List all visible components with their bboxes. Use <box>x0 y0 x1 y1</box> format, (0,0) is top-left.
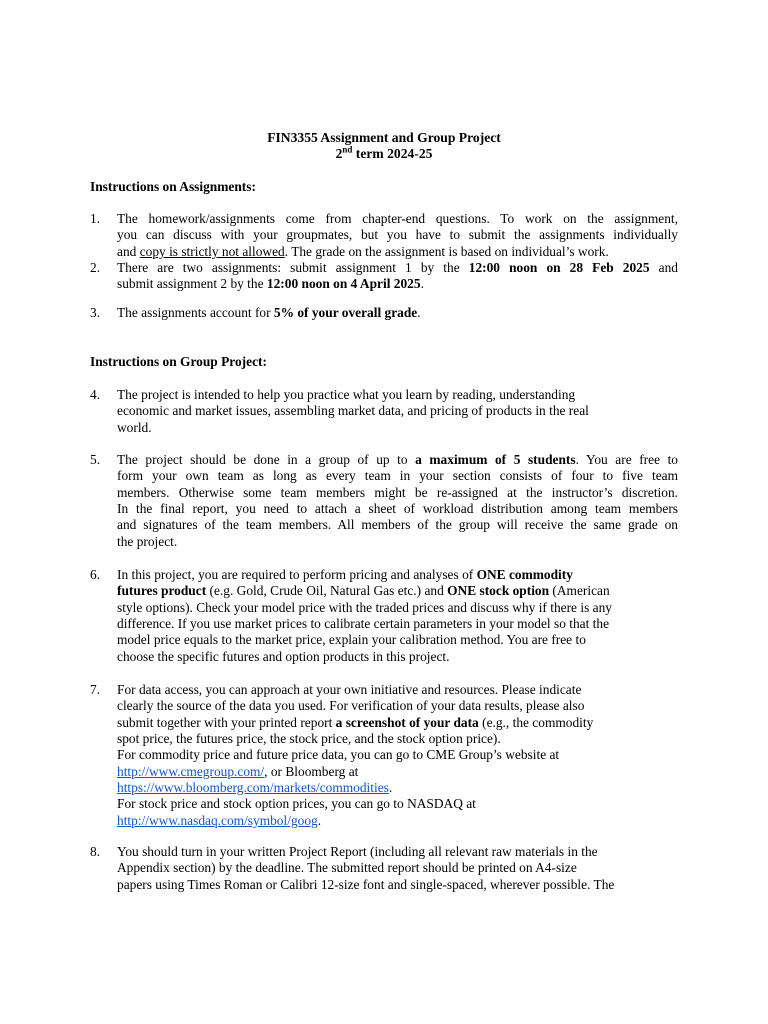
term-line: 2nd term 2024-25 <box>335 144 433 161</box>
cmegroup-link[interactable]: http://www.cmegroup.com/ <box>117 763 265 779</box>
list-item: 6. In this project, you are required to perform pricing and analyses of ONE commodity futures product (e.g. Gold, Crude Oil, Natural Gas etc.) and ONE stock option (American style options). Check your model price with the traded prices and discuss why if there is any difference. If you use market prices to calibrate certain parameters in your model so that the model price equals to the market price, explain your calibration method. You are free to choose the specific futures and option products in this project. <box>90 567 612 664</box>
nasdaq-link[interactable]: http://www.nasdaq.com/symbol/goog <box>117 812 318 828</box>
list-item: 8. You should turn in your written Project Report (including all relevant raw materials in the Appendix section) by the deadline. The submitted report should be printed on A4-size papers using Times Roman or Calibri 12-size font and single-spaced, wherever possible. The <box>90 844 615 892</box>
list-item: 2. There are two assignments: submit assignment 1 by the 12:00 noon on 28 Feb 2025 and submit assignment 2 by the 12:00 noon on 4 April 2025. <box>90 260 678 292</box>
list-item: 5. The project should be done in a group of up to a maximum of 5 students. You are free to form your own team as long as every team in your section consists of four to five team members. Otherwise some team members might be re-assigned at the instructor’s discretion. In the final report, you need to attach a sheet of workload distribution among team members and signatures of the team members. All members of the group will receive the same grade on the project. <box>90 452 678 549</box>
assignments-heading: Instructions on Assignments: <box>90 179 256 194</box>
title-line: FIN3355 Assignment and Group Project <box>267 130 501 145</box>
bloomberg-link[interactable]: https://www.bloomberg.com/markets/commodities <box>117 780 389 796</box>
document-title <box>0 130 768 162</box>
list-item: 1. The homework/assignments come from chapter-end questions. To work on the assignment, you can discuss with your groupmates, but you have to submit the assignments individually and copy is strictly not allowed. The grade on the assignment is based on individual’s work. <box>90 211 678 259</box>
list-item: 7. For data access, you can approach at your own initiative and resources. Please indicate clearly the source of the data you used. For verification of your data results, please also submit together with your printed report a screenshot of your data (e.g., the commodity spot price, the futures price, the stock price, and the stock option price). For commodity price and future price data, you can go to CME Group’s website at http://www.cmegroup.com/, or Bloomberg at https://www.bloomberg.com/markets/commodities. For stock price and stock option prices, you can go to NASDAQ at http://www.nasdaq.com/symbol/goog. <box>90 682 594 828</box>
list-item: 4. The project is intended to help you practice what you learn by reading, understanding economic and market issues, assembling market data, and pricing of products in the real world. <box>90 387 589 435</box>
list-item: 3. The assignments account for 5% of your overall grade. <box>90 305 421 320</box>
project-heading: Instructions on Group Project: <box>90 354 267 369</box>
